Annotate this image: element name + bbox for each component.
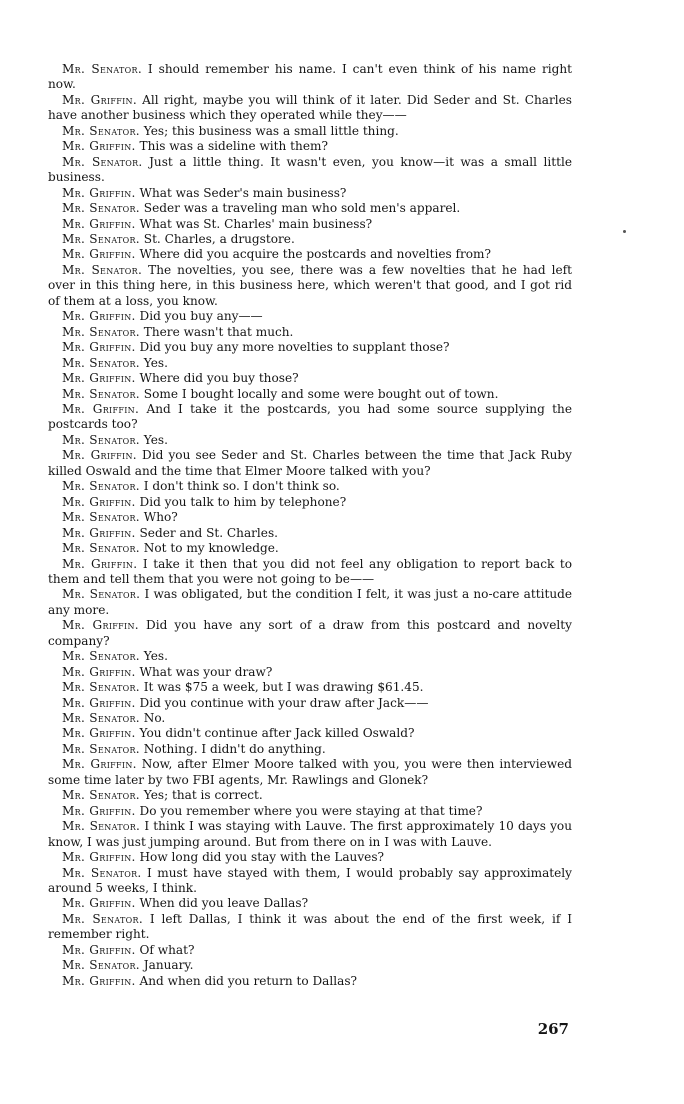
speaker-label: Mr. Senator. bbox=[62, 479, 140, 494]
testimony-text: Yes; that is correct. bbox=[143, 788, 263, 803]
speaker-label: Mr. Griffin. bbox=[62, 803, 136, 818]
testimony-paragraph bbox=[48, 247, 572, 262]
speaker-label: Mr. Griffin. bbox=[62, 525, 136, 540]
testimony-paragraph bbox=[48, 850, 572, 865]
testimony-text: It was $75 a week, but I was drawing $61.45. bbox=[143, 680, 424, 695]
speaker-label: Mr. Senator. bbox=[62, 231, 140, 246]
speaker-label: Mr. Senator. bbox=[62, 324, 140, 339]
speaker-label: Mr. Senator. bbox=[62, 201, 140, 216]
testimony-paragraph bbox=[48, 217, 572, 232]
speaker-label: Mr. Griffin. bbox=[62, 216, 136, 231]
speaker-label: Mr. Senator. bbox=[62, 62, 142, 76]
testimony-paragraph bbox=[48, 974, 572, 989]
speaker-label: Mr. Senator. bbox=[62, 432, 140, 447]
speaker-label: Mr. Griffin. bbox=[62, 247, 136, 262]
testimony-paragraph bbox=[48, 526, 572, 541]
testimony-paragraph bbox=[48, 510, 572, 525]
speaker-label: Mr. Senator. bbox=[62, 510, 140, 525]
testimony-paragraph bbox=[48, 479, 572, 494]
testimony-text: This was a sideline with them? bbox=[139, 139, 328, 154]
testimony-paragraph bbox=[48, 495, 572, 510]
testimony-paragraph bbox=[48, 62, 572, 93]
testimony-text: I should remember his name. I can't even think of his name right now. bbox=[48, 62, 572, 92]
testimony-text: When did you leave Dallas? bbox=[139, 896, 309, 911]
testimony-paragraph bbox=[48, 896, 572, 911]
testimony-paragraph bbox=[48, 448, 572, 479]
testimony-text: I think I was staying with Lauve. The first approximately 10 days you know, I was just jumping around. But from there on in I was with Lauve. bbox=[48, 819, 572, 849]
testimony-text: Did you continue with your draw after Jack—— bbox=[139, 695, 429, 710]
testimony-text: January. bbox=[143, 958, 194, 973]
testimony-text: Yes. bbox=[143, 355, 168, 370]
speaker-label: Mr. Senator. bbox=[62, 788, 140, 803]
speaker-label: Mr. Griffin. bbox=[62, 494, 136, 509]
testimony-text: Do you remember where you were staying at that time? bbox=[139, 803, 483, 818]
testimony-text: And I take it the postcards, you had some source supplying the postcards too? bbox=[48, 401, 572, 432]
testimony-text: Where did you buy those? bbox=[139, 371, 299, 386]
testimony-paragraph bbox=[48, 232, 572, 247]
testimony-text: Now, after Elmer Moore talked with you, you were then interviewed some time later by two FBI agents, Mr. Rawlings and Glonek? bbox=[48, 757, 572, 787]
speaker-label: Mr. Senator. bbox=[62, 355, 140, 370]
speaker-label: Mr. Senator. bbox=[62, 911, 143, 926]
testimony-text: I was obligated, but the condition I felt, it was just a no-care attitude any more. bbox=[48, 587, 573, 617]
testimony-paragraph bbox=[48, 309, 572, 324]
speaker-label: Mr. Senator. bbox=[62, 680, 140, 695]
testimony-paragraph bbox=[48, 819, 572, 850]
testimony-paragraph bbox=[48, 618, 572, 649]
testimony-paragraph bbox=[48, 433, 572, 448]
testimony-paragraph bbox=[48, 201, 572, 216]
testimony-text: Just a little thing. It wasn't even, you know—it was a small little business. bbox=[48, 154, 572, 185]
testimony-text: What was Seder's main business? bbox=[139, 185, 347, 200]
testimony-text: Yes. bbox=[143, 432, 168, 447]
testimony-paragraph bbox=[48, 371, 572, 386]
testimony-paragraph bbox=[48, 696, 572, 711]
testimony-paragraph bbox=[48, 943, 572, 958]
testimony-text: I must have stayed with them, I would probably say approximately around 5 weeks, I think. bbox=[48, 865, 572, 896]
testimony-paragraph bbox=[48, 680, 572, 695]
testimony-text: Did you buy any—— bbox=[139, 309, 263, 324]
page-number: 267 bbox=[537, 1020, 569, 1038]
testimony-text: Nothing. I didn't do anything. bbox=[143, 741, 326, 756]
speaker-label: Mr. Senator. bbox=[62, 819, 141, 834]
speaker-label: Mr. Senator. bbox=[62, 587, 141, 602]
testimony-paragraph bbox=[48, 958, 572, 973]
speaker-label: Mr. Senator. bbox=[62, 154, 143, 169]
speaker-label: Mr. Griffin. bbox=[62, 139, 136, 154]
testimony-text: Did you see Seder and St. Charles between the time that Jack Ruby killed Oswald and the time that Elmer Moore talked with you? bbox=[48, 448, 572, 478]
speaker-label: Mr. Griffin. bbox=[62, 401, 140, 416]
testimony-paragraph bbox=[48, 788, 572, 803]
testimony-text: Did you talk to him by telephone? bbox=[139, 494, 347, 509]
testimony-paragraph bbox=[48, 387, 572, 402]
speaker-label: Mr. Griffin. bbox=[62, 695, 136, 710]
testimony-text: St. Charles, a drugstore. bbox=[143, 231, 295, 246]
testimony-paragraph bbox=[48, 711, 572, 726]
testimony-text: No. bbox=[143, 711, 166, 726]
testimony-text: Of what? bbox=[139, 942, 195, 957]
speaker-label: Mr. Griffin. bbox=[62, 371, 136, 386]
testimony-text: I left Dallas, I think it was about the end of the first week, if I remember right. bbox=[48, 911, 572, 942]
speaker-label: Mr. Griffin. bbox=[62, 973, 136, 988]
testimony-paragraph bbox=[48, 866, 572, 897]
speaker-label: Mr. Senator. bbox=[62, 711, 140, 726]
testimony-text: Some I bought locally and some were bought out of town. bbox=[143, 386, 499, 401]
speaker-label: Mr. Senator. bbox=[62, 865, 142, 880]
testimony-paragraph bbox=[48, 263, 572, 309]
testimony-text: All right, maybe you will think of it later. Did Seder and St. Charles have another business which they operated while they—— bbox=[48, 92, 572, 123]
testimony-text: Not to my knowledge. bbox=[143, 541, 279, 556]
testimony-text: I take it then that you did not feel any obligation to report back to them and tell them that you were not going to be—— bbox=[48, 556, 572, 586]
speaker-label: Mr. Senator. bbox=[62, 741, 140, 756]
testimony-paragraph bbox=[48, 757, 572, 788]
testimony-paragraph bbox=[48, 340, 572, 355]
speaker-label: Mr. Griffin. bbox=[62, 726, 136, 741]
testimony-paragraph bbox=[48, 742, 572, 757]
speaker-label: Mr. Griffin. bbox=[62, 896, 136, 911]
testimony-paragraph bbox=[48, 912, 572, 943]
testimony-text: Seder and St. Charles. bbox=[139, 525, 279, 540]
testimony-text: And when did you return to Dallas? bbox=[139, 973, 358, 988]
speaker-label: Mr. Senator. bbox=[62, 958, 140, 973]
testimony-text: Where did you acquire the postcards and novelties from? bbox=[139, 247, 492, 262]
speaker-label: Mr. Griffin. bbox=[62, 185, 136, 200]
speaker-label: Mr. Griffin. bbox=[62, 850, 136, 865]
testimony-paragraph bbox=[48, 155, 572, 186]
testimony-paragraph bbox=[48, 665, 572, 680]
testimony-text: Yes; this business was a small little thing. bbox=[143, 123, 399, 138]
testimony-text: Who? bbox=[143, 510, 178, 525]
speaker-label: Mr. Griffin. bbox=[62, 340, 136, 355]
testimony-paragraph bbox=[48, 726, 572, 741]
testimony-paragraph bbox=[48, 356, 572, 371]
testimony-text: Did you have any sort of a draw from this postcard and novelty company? bbox=[48, 618, 572, 648]
speaker-label: Mr. Senator. bbox=[62, 386, 140, 401]
testimony-text: Did you buy any more novelties to supplant those? bbox=[139, 340, 450, 355]
testimony-paragraph bbox=[48, 402, 572, 433]
testimony-paragraph bbox=[48, 804, 572, 819]
speaker-label: Mr. Griffin. bbox=[62, 664, 136, 679]
testimony-paragraph bbox=[48, 186, 572, 201]
testimony-text: Yes. bbox=[143, 649, 168, 664]
testimony-text: You didn't continue after Jack killed Oswald? bbox=[139, 726, 415, 741]
testimony-text: What was your draw? bbox=[139, 664, 273, 679]
speaker-label: Mr. Griffin. bbox=[62, 757, 137, 772]
testimony-text: I don't think so. I don't think so. bbox=[143, 479, 340, 494]
scan-speck bbox=[623, 230, 626, 233]
testimony-paragraph bbox=[48, 649, 572, 664]
testimony-paragraph bbox=[48, 124, 572, 139]
speaker-label: Mr. Senator. bbox=[62, 262, 143, 277]
testimony-paragraph bbox=[48, 541, 572, 556]
testimony-paragraph bbox=[48, 325, 572, 340]
testimony-text: There wasn't that much. bbox=[143, 324, 294, 339]
testimony-paragraph bbox=[48, 557, 572, 588]
transcript-body bbox=[48, 62, 572, 989]
speaker-label: Mr. Griffin. bbox=[62, 309, 136, 324]
speaker-label: Mr. Senator. bbox=[62, 649, 140, 664]
testimony-text: Seder was a traveling man who sold men's apparel. bbox=[143, 201, 461, 216]
speaker-label: Mr. Senator. bbox=[62, 541, 140, 556]
testimony-text: What was St. Charles' main business? bbox=[139, 216, 373, 231]
speaker-label: Mr. Senator. bbox=[62, 123, 140, 138]
testimony-text: The novelties, you see, there was a few novelties that he had left over in this thing here, in this business here, which weren't that good, and I got rid of them at a loss, you know. bbox=[48, 262, 573, 308]
speaker-label: Mr. Griffin. bbox=[62, 618, 139, 633]
testimony-paragraph bbox=[48, 587, 572, 618]
testimony-paragraph bbox=[48, 93, 572, 124]
speaker-label: Mr. Griffin. bbox=[62, 92, 137, 107]
speaker-label: Mr. Griffin. bbox=[62, 942, 136, 957]
speaker-label: Mr. Griffin. bbox=[62, 448, 137, 463]
testimony-paragraph bbox=[48, 139, 572, 154]
speaker-label: Mr. Griffin. bbox=[62, 556, 138, 571]
testimony-text: How long did you stay with the Lauves? bbox=[139, 850, 385, 865]
